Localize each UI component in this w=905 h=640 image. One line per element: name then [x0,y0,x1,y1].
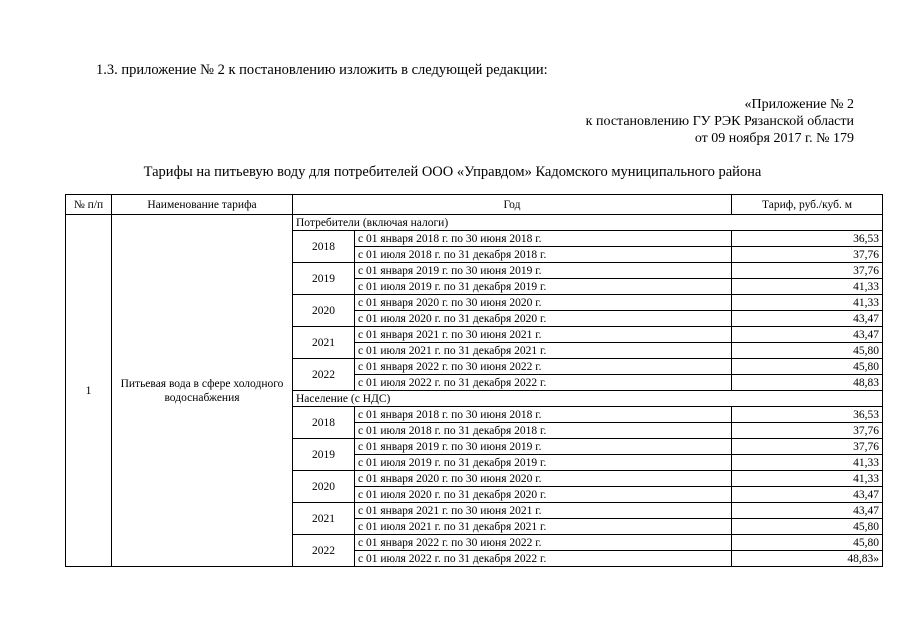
header-year: Год [293,195,732,215]
table-body [66,215,883,567]
period-cell: с 01 января 2021 г. по 30 июня 2021 г. [355,503,732,519]
period-cell: с 01 июля 2020 г. по 31 декабря 2020 г. [355,487,732,503]
tariff-value-cell: 48,83 [732,375,883,391]
tariff-value-cell: 45,80 [732,359,883,375]
table-header-row [66,195,883,215]
row-number: 1 [66,215,112,567]
year-cell: 2021 [293,327,355,359]
appendix-line-1: «Приложение № 2 [744,97,854,112]
tariff-value-cell: 37,76 [732,247,883,263]
tariff-value-cell: 37,76 [732,423,883,439]
tariff-value-cell: 36,53 [732,407,883,423]
tariff-value-cell: 41,33 [732,295,883,311]
period-cell: с 01 января 2020 г. по 30 июня 2020 г. [355,471,732,487]
tariff-value-cell: 43,47 [732,311,883,327]
tariff-name: Питьевая вода в сфере холодного водоснабжения [112,215,293,567]
tariff-value-cell: 41,33 [732,455,883,471]
period-cell: с 01 июля 2020 г. по 31 декабря 2020 г. [355,311,732,327]
intro-paragraph: 1.3. приложение № 2 к постановлению изложить в следующей редакции: [96,62,548,78]
consumer-group-label: Население (с НДС) [293,391,883,407]
tariff-value-cell: 43,47 [732,503,883,519]
period-cell: с 01 января 2020 г. по 30 июня 2020 г. [355,295,732,311]
period-cell: с 01 января 2018 г. по 30 июня 2018 г. [355,407,732,423]
period-cell: с 01 июля 2022 г. по 31 декабря 2022 г. [355,375,732,391]
tariff-value-cell: 36,53 [732,231,883,247]
year-cell: 2020 [293,295,355,327]
year-cell: 2019 [293,439,355,471]
tariff-value-cell: 45,80 [732,535,883,551]
year-cell: 2019 [293,263,355,295]
period-cell: с 01 января 2018 г. по 30 июня 2018 г. [355,231,732,247]
tariff-value-cell: 37,76 [732,439,883,455]
tariff-value-cell: 45,80 [732,519,883,535]
year-cell: 2022 [293,359,355,391]
year-cell: 2021 [293,503,355,535]
period-cell: с 01 июля 2022 г. по 31 декабря 2022 г. [355,551,732,567]
period-cell: с 01 июля 2018 г. по 31 декабря 2018 г. [355,423,732,439]
header-tariff-value: Тариф, руб./куб. м [732,195,883,215]
period-cell: с 01 января 2021 г. по 30 июня 2021 г. [355,327,732,343]
period-cell: с 01 января 2022 г. по 30 июня 2022 г. [355,535,732,551]
period-cell: с 01 июля 2018 г. по 31 декабря 2018 г. [355,247,732,263]
appendix-reference [586,96,854,147]
period-cell: с 01 января 2019 г. по 30 июня 2019 г. [355,439,732,455]
header-tariff-name: Наименование тарифа [112,195,293,215]
year-cell: 2018 [293,231,355,263]
document-title: Тарифы на питьевую воду для потребителей ООО «Управдом» Кадомского муниципального района [143,164,762,180]
appendix-line-2: к постановлению ГУ РЭК Рязанской области [585,114,854,129]
period-cell: с 01 июля 2019 г. по 31 декабря 2019 г. [355,455,732,471]
period-cell: с 01 января 2019 г. по 30 июня 2019 г. [355,263,732,279]
appendix-line-3: от 09 ноября 2017 г. № 179 [694,131,854,146]
period-cell: с 01 января 2022 г. по 30 июня 2022 г. [355,359,732,375]
tariff-value-cell: 43,47 [732,327,883,343]
year-cell: 2022 [293,535,355,567]
tariff-value-cell: 48,83» [732,551,883,567]
year-cell: 2020 [293,471,355,503]
header-number: № п/п [66,195,112,215]
tariff-value-cell: 41,33 [732,279,883,295]
period-cell: с 01 июля 2021 г. по 31 декабря 2021 г. [355,343,732,359]
period-cell: с 01 июля 2019 г. по 31 декабря 2019 г. [355,279,732,295]
tariff-value-cell: 43,47 [732,487,883,503]
year-cell: 2018 [293,407,355,439]
consumer-group-label: Потребители (включая налоги) [293,215,883,231]
tariff-value-cell: 41,33 [732,471,883,487]
group-row [66,215,883,231]
tariff-value-cell: 45,80 [732,343,883,359]
period-cell: с 01 июля 2021 г. по 31 декабря 2021 г. [355,519,732,535]
tariff-table [65,194,883,567]
tariff-value-cell: 37,76 [732,263,883,279]
